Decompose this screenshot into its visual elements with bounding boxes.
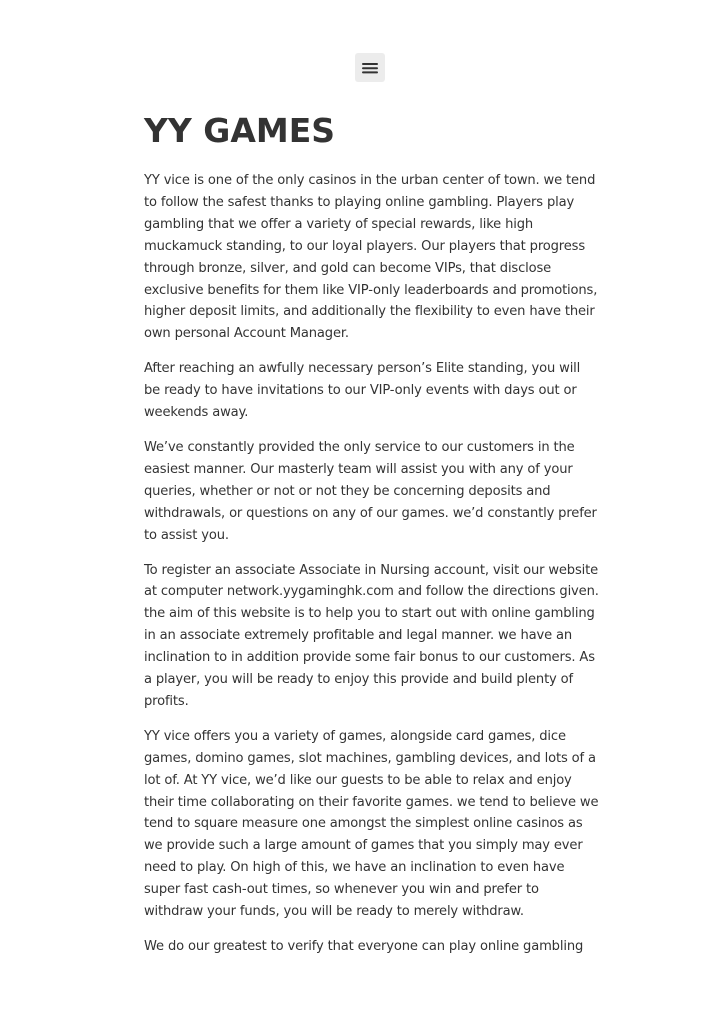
hamburger-menu-icon: [361, 61, 379, 75]
article-paragraph: After reaching an awfully necessary person’s Elite standing, you will be ready to have invitations to our VIP-only events with days out or weekends away.: [144, 361, 581, 421]
menu-toggle-button[interactable]: [355, 53, 385, 82]
article-paragraph: We do our greatest to verify that everyone can play online gambling: [144, 939, 584, 954]
article-paragraph: YY vice offers you a variety of games, alongside card games, dice games, domino games, slot machines, gambling devices, and lots of a lot of. At YY vice, we’d like our guests to be able to relax and enjoy their time collaborating on their favorite games. we tend to believe we tend to square measure one amongst the simplest online casinos as we provide such a large amount of games that you simply may ever need to play. On high of this, we have an inclination to even have super fast cash-out times, so whenever you win and prefer to withdraw your funds, you will be ready to merely withdraw.: [144, 728, 599, 920]
article-paragraph: YY vice is one of the only casinos in the urban center of town. we tend to follow the safest thanks to playing online gambling. Players play gambling that we offer a variety of special rewards, like high muckamuck standing, to our loyal players. Our players that progress through bronze, silver, and gold can become VIPs, that disclose exclusive benefits for them like VIP-only leaderboards and promotions, higher deposit limits, and additionally the flexibility to even have their own personal Account Manager.: [144, 173, 598, 342]
article: [144, 108, 600, 971]
article-paragraph: To register an associate Associate in Nursing account, visit our website at computer network.yygaminghk.com and follow the directions given. the aim of this website is to help you to start out with online gambling in an associate extremely profitable and legal manner. we have an inclination to in addition provide some fair bonus to our customers. As a player, you will be ready to enjoy this provide and build plenty of profits.: [144, 562, 599, 709]
article-paragraph: We’ve constantly provided the only service to our customers in the easiest manner. Our masterly team will assist you with any of your queries, whether or not or not they be concerning deposits and withdrawals, or questions on any of our games. we’d constantly prefer to assist you.: [144, 439, 597, 543]
page-title: YY GAMES: [144, 111, 336, 150]
